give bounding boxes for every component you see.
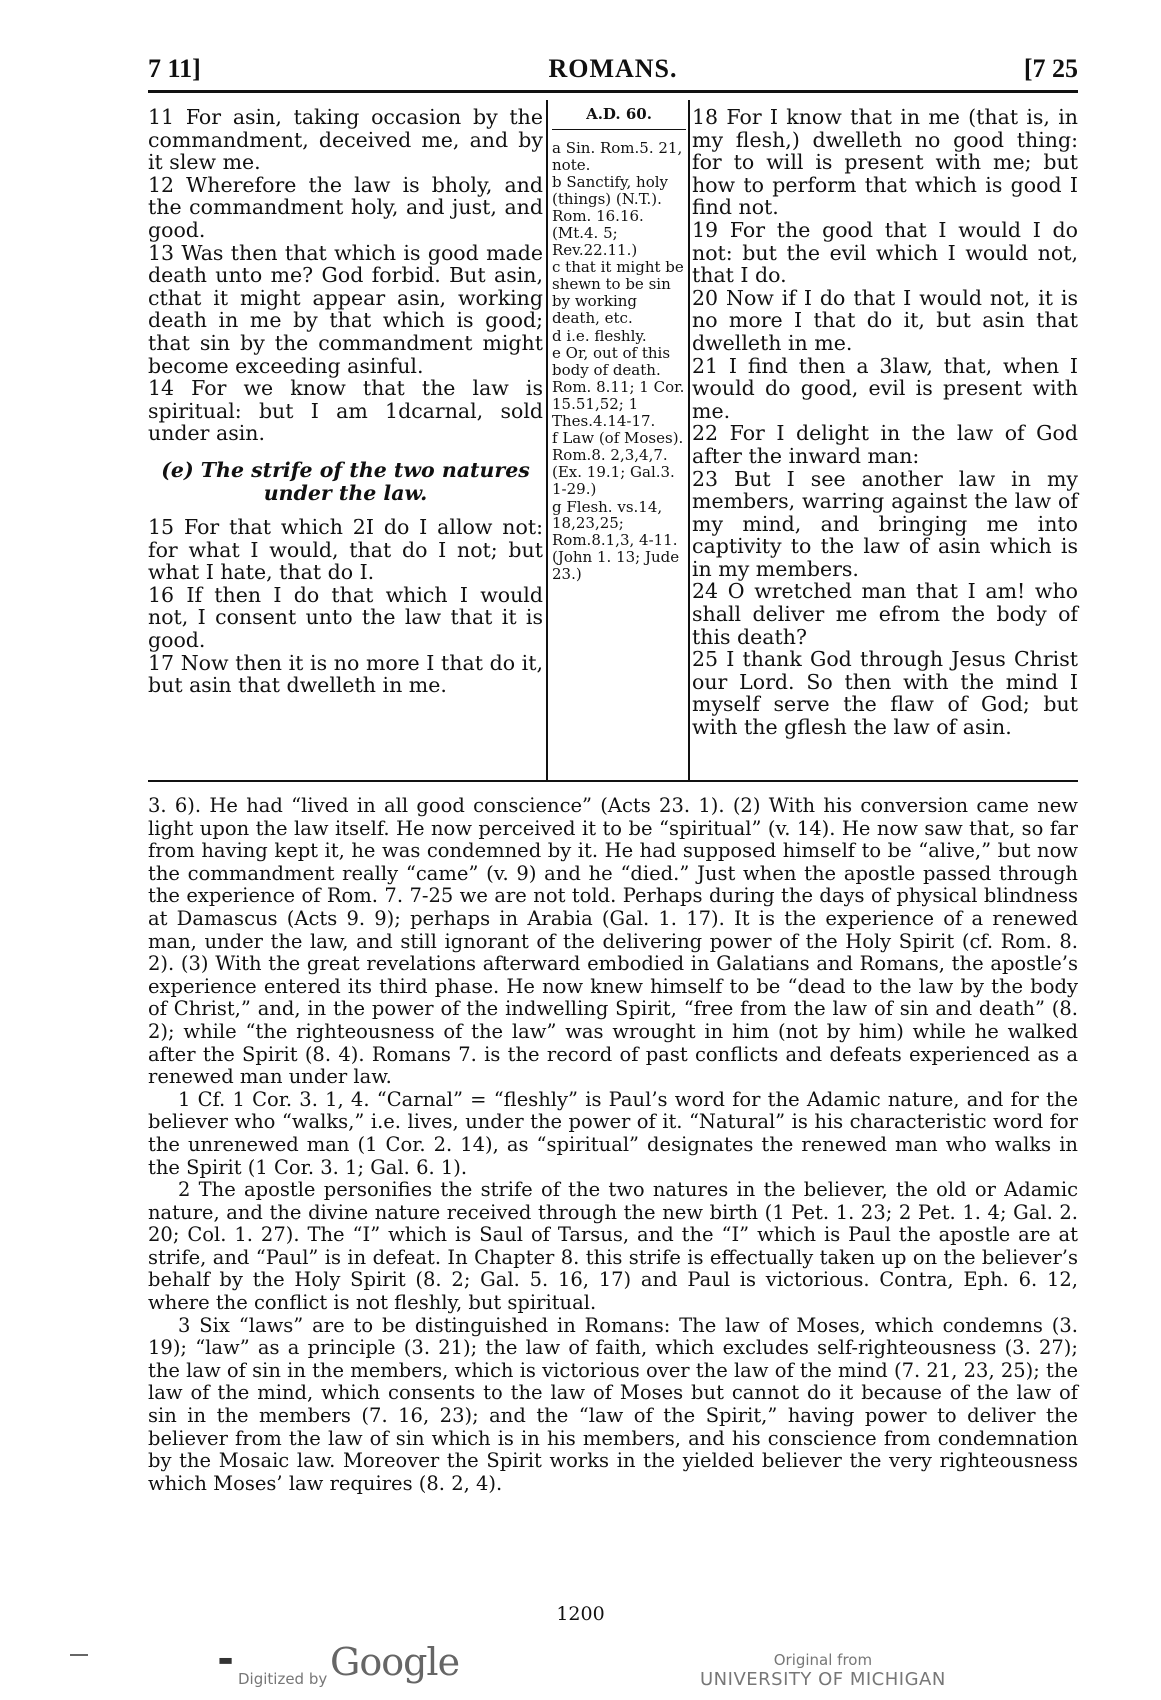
verse: 18 For I know that in me (that is, in my flesh,) dwelleth no good thing: for to will is present with me; but how to perform that which is good I find not. (692, 105, 1078, 220)
verse: 14 For we know that the law is spiritual: but I am 1dcarnal, sold under asin. (148, 376, 543, 446)
digitized-by-label: Digitized by (238, 1670, 328, 1688)
verse: 19 For the good that I would I do not: but the evil which I would not, that I do. (692, 217, 1078, 288)
digitization-footer (0, 1640, 1161, 1700)
header-rule (148, 90, 1078, 93)
reference-note: d i.e. fleshly. (552, 326, 647, 345)
verse: 13 Was then that which is good made death unto me? God forbid. But asin, cthat it might appear asin, working death in me by that which is good; that sin by the commandment might become exceeding asinful. (148, 240, 543, 378)
original-from-label: Original from (773, 1651, 873, 1669)
reference-note: e Or, out of this body of death. Rom. 8.11; 1 Cor. 15.51,52; 1 Thes.4.14-17. (552, 344, 685, 430)
footnote-3: 3 Six “laws” are to be distinguished in Romans: The law of Moses, which condemns (3. 19); “law” as a principle (3. 21); the law of faith, which excludes self-righteousness (3. 27); the law of sin in the members, which is victorious over the law of the mind (7. 21, 23, 25); the law of the mind, which consents to the law of Moses but cannot do it because of the law of sin in the members (7. 16, 23); and the “law of the Spirit,” having power to deliver the believer from the law of sin which is in his members, and his conscience from condemnation by the Mosaic law. Moreover the Spirit works in the yielded believer the very righteousness which Moses’ law requires (8. 2, 4). (148, 1313, 1078, 1495)
verse: 24 O wretched man that I am! who shall deliver me efrom the body of this death? (692, 579, 1078, 649)
reference-note: f Law (of Moses). Rom.8. 2,3,4,7. (Ex. 19.1; Gal.3. 1-29.) (552, 429, 684, 498)
footnote-2: 2 The apostle personifies the strife of the two natures in the believer, the old or Adamic nature, and the divine nature received through the new birth (1 Pet. 1. 23; 2 Pet. 1. 4; Gal. 2. 20; Col. 1. 27). The “I” which is Saul of Tarsus, and the “I” which is Paul the apostle are at strife, and “Paul” is in defeat. In Chapter 8. this strife is effectually taken up on the believer’s behalf by the Holy Spirit (8. 2; Gal. 5. 16, 17) and Paul is victorious. Contra, Eph. 6. 12, where the conflict is not fleshly, but spiritual. (148, 1178, 1078, 1315)
scan-mark (70, 1654, 88, 1656)
date-heading: A.D. 60. (552, 106, 686, 130)
reference-note: c that it might be shewn to be sin by working death, etc. (552, 258, 684, 327)
verse: 20 Now if I do that I would not, it is no more I that do it, but asin that dwelleth in me. (692, 285, 1078, 355)
arrow-mark-icon: ▬ (218, 1650, 234, 1669)
column-divider (688, 100, 690, 780)
university-label: UNIVERSITY OF MICHIGAN (700, 1669, 946, 1690)
verse: 11 For asin, taking occasion by the commandment, deceived me, and by it slew me. (148, 105, 543, 175)
page-header (148, 48, 1078, 88)
verse: 17 Now then it is no more I that do it, but asin that dwelleth in me. (148, 650, 543, 698)
verse: 25 I thank God through Jesus Christ our Lord. So then with the mind I myself serve the flaw of God; but with the gflesh the law of asin. (692, 647, 1078, 740)
note-continuation: 3. 6). He had “lived in all good conscience” (Acts 23. 1). (2) With his conversion came new light upon the law itself. He now perceived it to be “spiritual” (v. 14). He now saw that, so far from having kept it, he was condemned by it. He had supposed himself to be “alive,” but now the commandment really “came” (v. 9) and he “died.” Just when the apostle passed through the experience of Rom. 7. 7-25 we are not told. Perhaps during the days of physical blindness at Damascus (Acts 9. 9); perhaps in Arabia (Gal. 1. 17). It is the experience of a renewed man, under the law, and still ignorant of the delivering power of the Holy Spirit (cf. Rom. 8. 2). (3) With the great revelations afterward embodied in Galatians and Romans, the apostle’s experience entered its third phase. He now knew himself to be “dead to the law by the body of Christ,” and, in the power of the indwelling Spirit, “free from the law of sin and death” (8. 2); while “the righteousness of the law” was wrought in him (not by him) while he walked after the Spirit (8. 4). Romans 7. is the record of past conflicts and defeats experienced as a renewed man under law. (148, 794, 1078, 1089)
reference-column (552, 106, 686, 584)
reference-note: a Sin. Rom.5. 21, note. (552, 138, 683, 174)
verse: 22 For I delight in the law of God after the inward man: (692, 421, 1078, 468)
right-column (692, 106, 1078, 739)
notes-rule (148, 780, 1078, 782)
left-column (148, 106, 543, 697)
column-divider (546, 100, 548, 780)
verse: 21 I find then a 3law, that, when I would do good, evil is present with me. (692, 353, 1078, 423)
page-number: 1200 (556, 1603, 605, 1625)
section-heading: (e) The strife of the two natures under the law. (161, 457, 530, 505)
header-book-title: ROMANS. (548, 54, 678, 83)
verse: 15 For that which 2I do I allow not: for what I would, that do I not; but what I hate, that do I. (148, 515, 543, 585)
verse: 16 If then I do that which I would not, I consent unto the law that it is good. (148, 582, 543, 653)
reference-note: b Sanctify, holy (things) (N.T.). Rom. 16.16. (Mt.4. 5; Rev.22.11.) (552, 173, 669, 259)
reference-note: g Flesh. vs.14, 18,23,25; Rom.8.1,3, 4-11. (John 1. 13; Jude 23.) (552, 497, 680, 583)
footnote-1: 1 Cf. 1 Cor. 3. 1, 4. “Carnal” = “fleshly” is Paul’s word for the Adamic nature, and for the believer who “walks,” i.e. lives, under the power of it. “Natural” is his characteristic word for the unrenewed man (1 Cor. 2. 14), as “spiritual” designates the renewed man who walks in the Spirit (1 Cor. 3. 1; Gal. 6. 1). (148, 1087, 1078, 1179)
header-chapter-start: 7 11] (148, 54, 201, 83)
original-source (700, 1650, 946, 1690)
commentary-notes (148, 795, 1078, 1495)
verse: 12 Wherefore the law is bholy, and the commandment holy, and just, and good. (148, 172, 543, 242)
google-logo: Google (330, 1640, 460, 1684)
verse: 23 But I see another law in my members, warring against the law of my mind, and bringing me into captivity to the law of asin which is in my members. (692, 466, 1078, 581)
header-chapter-end: [7 25 (1023, 54, 1078, 83)
